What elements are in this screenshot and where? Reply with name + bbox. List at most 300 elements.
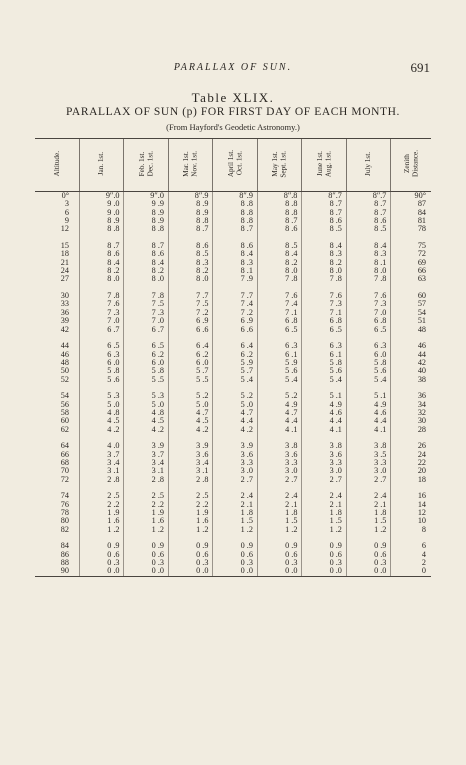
parallax-cell: 8 .7 (79, 242, 123, 250)
parallax-cell: 8 .8 (213, 200, 257, 208)
altitude-cell: 68 (60, 458, 69, 467)
zenith-cell: 40 (391, 367, 431, 375)
header-row (35, 139, 431, 192)
parallax-cell: 7 .3 (124, 309, 168, 317)
group-spacer (35, 434, 431, 442)
header-altitude: Altitude. (35, 139, 79, 192)
parallax-cell: 8 .9 (79, 217, 123, 225)
altitude-cell: 9 (64, 216, 69, 226)
zenith-cell: 18 (391, 476, 431, 484)
altitude-cell: 80 (60, 516, 69, 526)
altitude-cell: 72 (60, 474, 69, 484)
zenith-cell: 54 (391, 309, 431, 317)
parallax-cell: 5 .4 (257, 376, 301, 384)
parallax-cell: 8 .8 (213, 209, 257, 217)
parallax-cell: 4 .4 (257, 417, 301, 425)
parallax-cell: 7 .3 (346, 300, 390, 308)
zenith-cell: 20 (391, 467, 431, 475)
zenith-cell: 10 (391, 517, 431, 525)
spacer-cell (35, 334, 79, 342)
parallax-cell: 9″.0 (79, 192, 123, 201)
parallax-cell: 2 .8 (79, 476, 123, 484)
altitude-cell: 30 (60, 291, 69, 301)
zenith-cell: 57 (391, 300, 431, 308)
parallax-cell: 7 .8 (346, 275, 390, 283)
group-spacer (35, 284, 431, 292)
zenith-cell: 16 (391, 492, 431, 500)
parallax-cell: 4 .4 (302, 417, 346, 425)
zenith-cell: 90° (391, 192, 431, 201)
table-row (35, 275, 431, 283)
parallax-cell: 8 .5 (168, 250, 212, 258)
altitude-cell: 62 (60, 424, 69, 434)
parallax-cell: 6 .0 (124, 359, 168, 367)
altitude-cell: 27 (60, 274, 69, 284)
parallax-cell: 7 .5 (124, 300, 168, 308)
parallax-cell: 5 .2 (168, 392, 212, 400)
parallax-cell: 4 .8 (79, 409, 123, 417)
zenith-cell: 66 (391, 267, 431, 275)
table-row (35, 209, 431, 217)
group-spacer (35, 334, 431, 342)
table-row (35, 300, 431, 308)
running-head (0, 60, 466, 80)
parallax-cell: 8 .1 (213, 267, 257, 275)
parallax-cell: 2 .5 (79, 492, 123, 500)
parallax-cell: 7 .0 (124, 317, 168, 325)
parallax-cell: 0 .0 (168, 567, 212, 576)
table-row (35, 217, 431, 225)
parallax-cell: 3 .8 (302, 442, 346, 450)
parallax-cell: 1 .2 (257, 526, 301, 534)
zenith-cell: 12 (391, 509, 431, 517)
parallax-cell: 3 .9 (168, 442, 212, 450)
parallax-cell: 8 .1 (346, 259, 390, 267)
altitude-cell: 6 (64, 207, 69, 217)
zenith-cell: 60 (391, 292, 431, 300)
parallax-cell: 8 .4 (302, 242, 346, 250)
table-row (35, 292, 431, 300)
parallax-cell: 0 .0 (213, 567, 257, 576)
parallax-cell: 8 .0 (302, 267, 346, 275)
parallax-cell: 4 .2 (213, 426, 257, 434)
parallax-cell: 7 .2 (168, 309, 212, 317)
table-row (35, 542, 431, 550)
group-spacer (35, 534, 431, 542)
parallax-cell: 8 .8 (79, 225, 123, 233)
altitude-cell: 88 (60, 558, 69, 568)
parallax-cell: 4 .9 (346, 401, 390, 409)
parallax-cell: 5 .5 (124, 376, 168, 384)
parallax-cell: 0 .3 (257, 559, 301, 567)
parallax-cell: 0 .6 (346, 551, 390, 559)
zenith-cell: 42 (391, 359, 431, 367)
group-spacer (35, 384, 431, 392)
altitude-cell: 50 (60, 366, 69, 376)
parallax-cell: 1 .2 (124, 526, 168, 534)
page-number: 691 (410, 60, 430, 75)
table-row (35, 551, 431, 559)
table-row (35, 567, 431, 576)
zenith-cell: 30 (391, 417, 431, 425)
parallax-cell: 2 .4 (213, 492, 257, 500)
parallax-cell: 3 .6 (302, 451, 346, 459)
parallax-cell: 3 .4 (124, 459, 168, 467)
parallax-cell: 4 .4 (213, 417, 257, 425)
altitude-cell: 3 (64, 199, 69, 209)
parallax-cell: 3 .6 (213, 451, 257, 459)
parallax-cell: 2 .4 (346, 492, 390, 500)
parallax-cell: 5 .8 (79, 367, 123, 375)
parallax-cell: 3 .0 (302, 467, 346, 475)
parallax-cell: 8 .3 (168, 259, 212, 267)
parallax-cell: 7 .7 (168, 292, 212, 300)
table-row (35, 509, 431, 517)
parallax-cell: 2 .5 (124, 492, 168, 500)
zenith-cell: 84 (391, 209, 431, 217)
parallax-cell: 1 .9 (124, 509, 168, 517)
table-title: PARALLAX OF SUN (p) FOR FIRST DAY OF EACH MONTH. (65, 106, 401, 118)
parallax-cell: 1 .5 (346, 517, 390, 525)
parallax-cell: 3 .1 (79, 467, 123, 475)
parallax-cell: 8 .5 (302, 225, 346, 233)
table-row (35, 267, 431, 275)
parallax-cell: 1 .2 (168, 526, 212, 534)
table-row (35, 442, 431, 450)
parallax-cell: 1 .5 (302, 517, 346, 525)
zenith-cell: 4 (391, 551, 431, 559)
parallax-cell: 8 .4 (79, 259, 123, 267)
parallax-cell: 6 .3 (302, 342, 346, 350)
table-row (35, 259, 431, 267)
parallax-cell: 4 .5 (124, 417, 168, 425)
parallax-cell: 7 .8 (124, 292, 168, 300)
table-row (35, 342, 431, 350)
table-row (35, 317, 431, 325)
altitude-cell: 84 (60, 541, 69, 551)
parallax-cell: 1 .5 (257, 517, 301, 525)
parallax-cell: 8 .7 (168, 225, 212, 233)
parallax-cell: 1 .6 (168, 517, 212, 525)
zenith-cell: 63 (391, 275, 431, 283)
parallax-cell: 1 .5 (213, 517, 257, 525)
parallax-cell: 2 .7 (213, 476, 257, 484)
table-row (35, 200, 431, 208)
altitude-cell: 86 (60, 549, 69, 559)
parallax-cell: 2 .7 (346, 476, 390, 484)
parallax-cell: 8 .2 (79, 267, 123, 275)
parallax-cell: 8 .6 (124, 250, 168, 258)
parallax-cell: 3 .3 (257, 459, 301, 467)
parallax-table (35, 138, 431, 577)
parallax-cell: 5 .4 (302, 376, 346, 384)
parallax-cell: 5 .3 (124, 392, 168, 400)
parallax-cell: 6 .2 (124, 351, 168, 359)
parallax-cell: 0 .6 (302, 551, 346, 559)
spacer-cell (35, 434, 79, 442)
parallax-cell: 9 .0 (79, 209, 123, 217)
parallax-cell: 5 .8 (346, 359, 390, 367)
parallax-cell: 0 .6 (79, 551, 123, 559)
parallax-cell: 3 .7 (124, 451, 168, 459)
table-row (35, 225, 431, 233)
zenith-cell: 32 (391, 409, 431, 417)
parallax-cell: 8 .3 (346, 250, 390, 258)
parallax-cell: 3 .3 (213, 459, 257, 467)
parallax-cell: 0 .3 (124, 559, 168, 567)
parallax-cell: 8 .3 (302, 250, 346, 258)
altitude-cell: 64 (60, 441, 69, 451)
parallax-cell: 0 .6 (257, 551, 301, 559)
parallax-cell: 8 .6 (302, 217, 346, 225)
parallax-cell: 6 .5 (124, 342, 168, 350)
parallax-cell: 7 .5 (168, 300, 212, 308)
altitude-cell: 39 (60, 316, 69, 326)
zenith-cell: 26 (391, 442, 431, 450)
parallax-cell: 7 .6 (302, 292, 346, 300)
parallax-cell: 7 .7 (213, 292, 257, 300)
spacer-cell (35, 484, 79, 492)
parallax-cell: 4 .6 (302, 409, 346, 417)
header-june-aug: June 1st. Aug. 1st. (302, 139, 346, 192)
parallax-cell: 3 .8 (257, 442, 301, 450)
spacer-cell (35, 534, 79, 542)
parallax-cell: 5 .7 (213, 367, 257, 375)
parallax-cell: 5 .0 (79, 401, 123, 409)
parallax-cell: 6 .8 (257, 317, 301, 325)
zenith-cell: 46 (391, 342, 431, 350)
parallax-cell: 2 .1 (257, 501, 301, 509)
altitude-cell: 78 (60, 508, 69, 518)
parallax-cell: 6 .9 (168, 317, 212, 325)
altitude-cell: 33 (60, 299, 69, 309)
parallax-cell: 3 .4 (79, 459, 123, 467)
parallax-cell: 1 .8 (257, 509, 301, 517)
parallax-cell: 8 .0 (346, 267, 390, 275)
parallax-cell: 7 .6 (257, 292, 301, 300)
parallax-cell: 8 .6 (213, 242, 257, 250)
table-row (35, 501, 431, 509)
parallax-cell: 8 .2 (124, 267, 168, 275)
parallax-cell: 0 .6 (124, 551, 168, 559)
table-row (35, 559, 431, 567)
zenith-cell: 24 (391, 451, 431, 459)
zenith-cell: 22 (391, 459, 431, 467)
parallax-cell: 7 .0 (79, 317, 123, 325)
table-row (35, 459, 431, 467)
parallax-cell: 3 .0 (257, 467, 301, 475)
parallax-cell: 0 .3 (79, 559, 123, 567)
altitude-cell: 82 (60, 524, 69, 534)
parallax-cell: 4 .2 (79, 426, 123, 434)
parallax-cell: 6 .3 (79, 351, 123, 359)
parallax-cell: 2 .1 (346, 501, 390, 509)
parallax-cell: 6 .1 (257, 351, 301, 359)
parallax-cell: 0 .9 (124, 542, 168, 550)
parallax-cell: 8 .0 (79, 275, 123, 283)
parallax-cell: 9 .0 (79, 200, 123, 208)
parallax-cell: 3 .8 (346, 442, 390, 450)
table-row (35, 359, 431, 367)
parallax-cell: 1 .8 (302, 509, 346, 517)
altitude-cell: 56 (60, 399, 69, 409)
zenith-cell: 2 (391, 559, 431, 567)
parallax-cell: 7 .3 (302, 300, 346, 308)
table-row (35, 192, 431, 201)
table-row (35, 492, 431, 500)
parallax-cell: 3 .6 (168, 451, 212, 459)
parallax-cell: 5 .6 (346, 367, 390, 375)
table-row (35, 426, 431, 434)
parallax-cell: 8″.9 (168, 192, 212, 201)
table-row (35, 367, 431, 375)
parallax-cell: 0 .0 (257, 567, 301, 576)
altitude-cell: 46 (60, 349, 69, 359)
group-spacer (35, 234, 431, 242)
zenith-cell: 36 (391, 392, 431, 400)
parallax-cell: 1 .8 (213, 509, 257, 517)
parallax-cell: 2 .2 (124, 501, 168, 509)
parallax-cell: 9″.0 (124, 192, 168, 201)
parallax-cell: 5 .4 (346, 376, 390, 384)
zenith-cell: 87 (391, 200, 431, 208)
parallax-cell: 4 .4 (346, 417, 390, 425)
altitude-cell: 24 (60, 266, 69, 276)
parallax-cell: 2 .7 (257, 476, 301, 484)
parallax-cell: 6 .8 (346, 317, 390, 325)
parallax-cell: 0 .9 (213, 542, 257, 550)
parallax-cell: 8 .0 (168, 275, 212, 283)
parallax-cell: 0 .9 (257, 542, 301, 550)
parallax-cell: 0 .0 (346, 567, 390, 576)
parallax-cell: 5 .5 (168, 376, 212, 384)
zenith-cell: 78 (391, 225, 431, 233)
parallax-cell: 8 .9 (124, 217, 168, 225)
parallax-cell: 3 .3 (346, 459, 390, 467)
table-row (35, 250, 431, 258)
parallax-cell: 5 .4 (213, 376, 257, 384)
parallax-cell: 4 .8 (124, 409, 168, 417)
altitude-cell: 60 (60, 416, 69, 426)
parallax-cell: 7 .2 (213, 309, 257, 317)
parallax-cell: 8 .0 (257, 267, 301, 275)
parallax-cell: 6 .3 (346, 342, 390, 350)
zenith-cell: 51 (391, 317, 431, 325)
parallax-cell: 0 .6 (168, 551, 212, 559)
parallax-cell: 6 .6 (213, 326, 257, 334)
altitude-cell: 44 (60, 341, 69, 351)
parallax-cell: 1 .6 (124, 517, 168, 525)
parallax-cell: 2 .4 (257, 492, 301, 500)
parallax-cell: 8″.7 (346, 192, 390, 201)
parallax-cell: 6 .8 (302, 317, 346, 325)
parallax-cell: 7 .4 (213, 300, 257, 308)
parallax-cell: 2 .8 (168, 476, 212, 484)
header-apr-oct: April 1st. Oct. 1st. (213, 139, 257, 192)
parallax-cell: 2 .1 (302, 501, 346, 509)
parallax-cell: 8 .4 (346, 242, 390, 250)
table-row (35, 526, 431, 534)
parallax-cell: 6 .4 (168, 342, 212, 350)
parallax-cell: 7 .6 (79, 300, 123, 308)
parallax-cell: 5 .0 (168, 401, 212, 409)
parallax-cell: 3 .3 (302, 459, 346, 467)
table-row (35, 351, 431, 359)
parallax-cell: 0 .3 (213, 559, 257, 567)
altitude-cell: 74 (60, 491, 69, 501)
parallax-cell: 8 .8 (213, 217, 257, 225)
table-row (35, 401, 431, 409)
parallax-cell: 3 .0 (213, 467, 257, 475)
running-title: PARALLAX OF SUN. (173, 62, 293, 73)
zenith-cell: 81 (391, 217, 431, 225)
zenith-cell: 34 (391, 401, 431, 409)
parallax-cell: 2 .7 (302, 476, 346, 484)
parallax-cell: 4 .7 (213, 409, 257, 417)
parallax-cell: 0 .9 (302, 542, 346, 550)
parallax-cell: 2 .4 (302, 492, 346, 500)
parallax-cell: 5 .7 (168, 367, 212, 375)
parallax-cell: 0 .9 (79, 542, 123, 550)
zenith-cell: 48 (391, 326, 431, 334)
parallax-cell: 8 .7 (302, 200, 346, 208)
parallax-cell: 8 .2 (168, 267, 212, 275)
parallax-cell: 8 .5 (346, 225, 390, 233)
altitude-cell: 36 (60, 307, 69, 317)
altitude-cell: 42 (60, 324, 69, 334)
parallax-cell: 8 .7 (346, 209, 390, 217)
parallax-cell: 8 .9 (124, 209, 168, 217)
table-row (35, 517, 431, 525)
parallax-cell: 9 .9 (124, 200, 168, 208)
parallax-cell: 8 .3 (213, 259, 257, 267)
altitude-cell: 58 (60, 407, 69, 417)
parallax-cell: 5 .2 (257, 392, 301, 400)
parallax-cell: 1 .6 (79, 517, 123, 525)
parallax-cell: 2 .8 (124, 476, 168, 484)
parallax-cell: 4 .2 (168, 426, 212, 434)
header-mar-nov: Mar. 1st. Nov. 1st. (168, 139, 212, 192)
parallax-cell: 1 .2 (302, 526, 346, 534)
parallax-cell: 6 .0 (79, 359, 123, 367)
parallax-cell: 6 .9 (213, 317, 257, 325)
altitude-cell: 0° (61, 191, 69, 200)
parallax-cell: 8 .2 (302, 259, 346, 267)
table-row (35, 309, 431, 317)
parallax-cell: 5 .8 (302, 359, 346, 367)
parallax-cell: 0 .9 (168, 542, 212, 550)
parallax-cell: 7 .4 (257, 300, 301, 308)
parallax-cell: 4 .6 (346, 409, 390, 417)
group-spacer (35, 484, 431, 492)
parallax-cell: 8 .9 (168, 209, 212, 217)
table-row (35, 467, 431, 475)
parallax-cell: 6 .0 (168, 359, 212, 367)
parallax-cell: 3 .0 (346, 467, 390, 475)
parallax-cell: 1 .9 (168, 509, 212, 517)
parallax-cell: 0 .6 (213, 551, 257, 559)
parallax-cell: 7 .0 (346, 309, 390, 317)
table-row (35, 242, 431, 250)
zenith-cell: 6 (391, 542, 431, 550)
parallax-cell: 7 .8 (302, 275, 346, 283)
altitude-cell: 12 (60, 224, 69, 234)
parallax-cell: 8″.7 (302, 192, 346, 201)
parallax-cell: 4 .5 (79, 417, 123, 425)
parallax-cell: 5 .6 (257, 367, 301, 375)
table-row (35, 476, 431, 484)
parallax-cell: 8 .7 (124, 242, 168, 250)
